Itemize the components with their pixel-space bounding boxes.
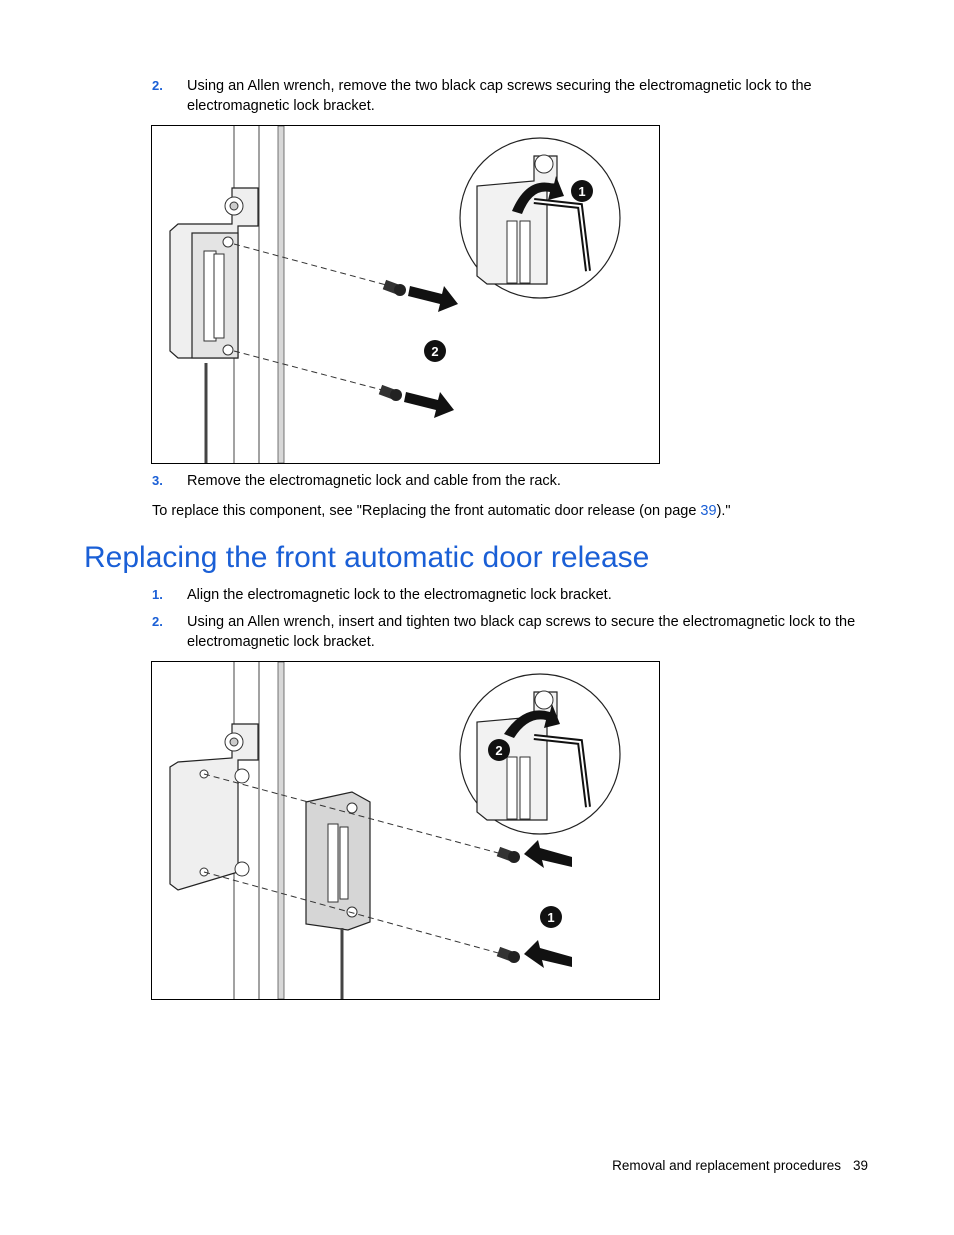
figure-remove-screws <box>151 125 660 464</box>
page-link[interactable]: 39 <box>700 503 717 519</box>
figure-install-screws <box>151 661 660 1000</box>
note-text-after: )." <box>716 503 731 519</box>
page-number: 39 <box>852 1158 868 1173</box>
section-heading: Replacing the front automatic door release <box>84 541 650 574</box>
footer-section: Removal and replacement procedures <box>612 1158 841 1173</box>
note-text-before: To replace this component, see "Replacing the front automatic door release (on page <box>152 503 701 519</box>
step-number: 2. <box>152 614 163 629</box>
step-text: Using an Allen wrench, remove the two black cap screws securing the electromagnetic lock to the electromagnetic lock bracket. <box>187 78 812 114</box>
page-footer <box>600 1158 868 1173</box>
replace-note <box>152 501 872 521</box>
remove-screws-illustration <box>152 126 659 463</box>
step-text: Using an Allen wrench, insert and tighten two black cap screws to secure the electromagnetic lock to the electromagnetic lock bracket. <box>187 614 856 650</box>
step-number: 2. <box>152 78 163 93</box>
step-number: 1. <box>152 587 163 602</box>
callout-1-label: 1 <box>578 184 586 199</box>
step-text: Align the electromagnetic lock to the electromagnetic lock bracket. <box>187 587 612 603</box>
callout-2-label: 2 <box>495 743 503 758</box>
callout-2-label: 2 <box>431 344 439 359</box>
install-screws-illustration <box>152 662 659 999</box>
step-text: Remove the electromagnetic lock and cable from the rack. <box>187 473 561 489</box>
step-number: 3. <box>152 473 163 488</box>
callout-1-label: 1 <box>547 910 555 925</box>
